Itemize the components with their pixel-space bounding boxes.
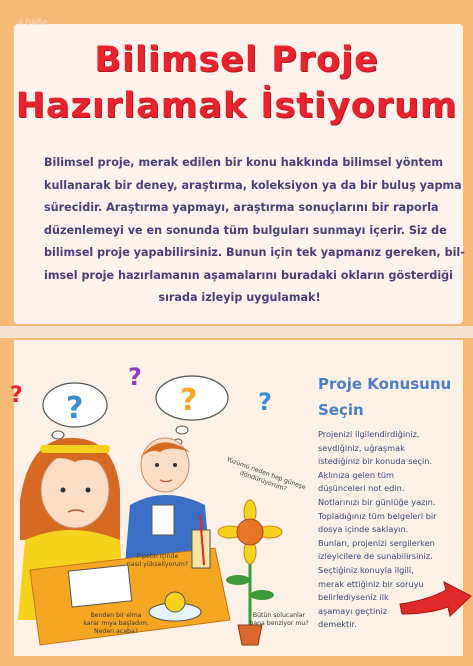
intro-line: düzenlemeyi ve en sonunda tüm bulguları sunmayı içerir. Siz de (44, 223, 447, 237)
body-line: belirlediyseniz ilk (318, 592, 389, 603)
speech-bubble-sunflower: Yüzümü neden hep güneşe döndürüyorum? (225, 456, 307, 493)
intro-line: sürecidir. Araştırma yapmayı, araştırma sonuçlarını bir raporla (44, 201, 439, 214)
body-line: dosya içinde saklayın. (318, 524, 409, 535)
intro-line: kullanarak bir deney, araştırma, koleksiyon ya da bir buluş yapma (44, 178, 462, 192)
speech-bubble-worm: Bütün solucanlar bana benziyor mu? (249, 612, 309, 627)
svg-text:?: ? (66, 391, 84, 426)
body-line: Topladığınız tüm belgeleri bir (318, 510, 437, 521)
body-line: sevdiğiniz, uğraşmak (318, 442, 405, 453)
corner-label: ∂ baße (18, 18, 48, 28)
intro-line: sırada izleyip uygulamak! (158, 291, 321, 304)
body-line: demektir. (318, 619, 357, 630)
question-mark-icon: ? (10, 383, 23, 408)
speech-bubble-glass: Pipetin içinde nasıl yükseliyorum? (126, 553, 189, 568)
body-line: Aklınıza gelen tüm (318, 469, 394, 480)
speech-bubble-apple: Benden bir elma karar mıya başladım. Neden acaba? (83, 612, 149, 635)
body-line: Notlarınızı bir günlüğe yazın. (318, 496, 436, 507)
intro-line: imsel proje hazırlamanın aşamalarını buradaki okların gösterdiği (44, 268, 453, 282)
body-line: aşamayı geçtiniz (318, 605, 387, 616)
body-line: Bunları, projenizi sergilerken (318, 537, 435, 548)
next-step-arrow-icon (398, 580, 473, 620)
page-title-line2: Hazırlamak İstiyorum (15, 86, 458, 126)
section-title-line1: Proje Konusunu (318, 375, 452, 393)
paper-sheet (68, 565, 131, 607)
intro-line: Bilimsel proje, merak edilen bir konu hakkında bilimsel yöntem (44, 156, 444, 169)
intro-paragraph (44, 152, 465, 310)
thought-cloud-middle (156, 376, 228, 445)
svg-text:?: ? (180, 383, 198, 418)
body-line: izleyicilere de sunabilirsiniz. (318, 551, 433, 562)
intro-line: bilimsel proje yapabilirsiniz. Bunun için tek yapmanız gereken, bil- (44, 246, 465, 259)
body-line: istediğiniz bir konuda seçin. (318, 456, 433, 467)
body-line: merak ettiğiniz bir soruyu (318, 578, 424, 589)
question-mark-icon: ? (258, 388, 272, 416)
body-line: Projenizi ilgilendirdiğiniz, (318, 429, 420, 439)
apple-icon (165, 592, 185, 612)
body-line: düşünceleri not edin. (318, 483, 405, 494)
section-title-line2: Seçin (318, 401, 364, 419)
body-line: Seçtiğiniz konuyla ilgili, (318, 564, 414, 575)
panel-divider (0, 326, 473, 338)
page-title-line1: Bilimsel Proje (94, 40, 379, 80)
question-mark-icon: ? (128, 363, 142, 391)
